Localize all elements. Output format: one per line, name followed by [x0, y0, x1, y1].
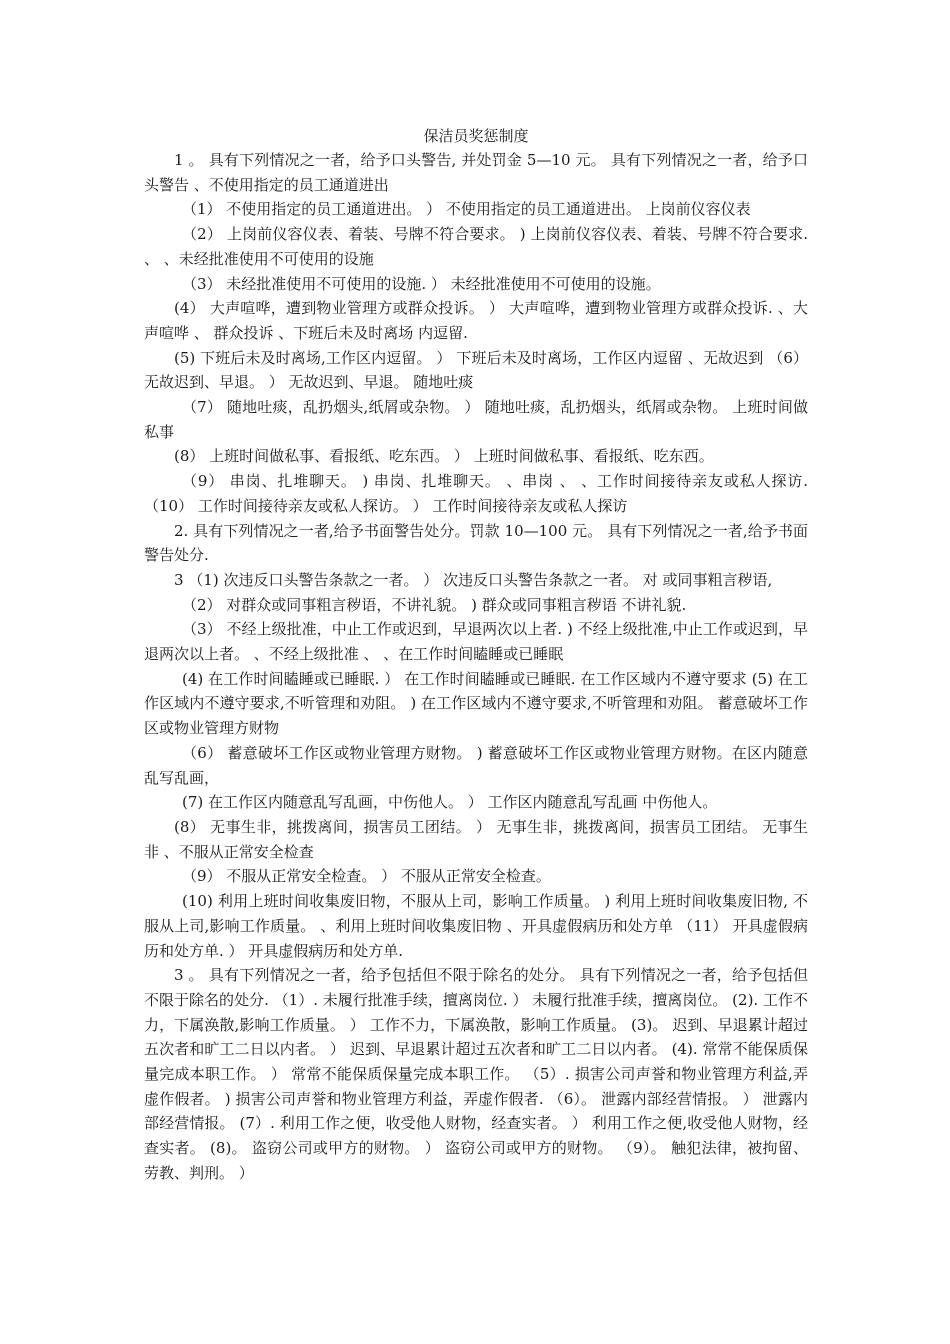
paragraph-13: （3） 不经上级批准，中止工作或迟到，早退两次以上者. ) 不经上级批准,中止工作或迟到，早退两次以上者。 、不经上级批准 、 、在工作时间瞌睡或已睡眠: [144, 620, 808, 664]
paragraph-1: 1 。 具有下列情况之一者，给予口头警告, 并处罚金 5—10 元。 具有下列情况之一者，给予口头警告 、不使用指定的员工通道进出: [144, 151, 808, 194]
paragraph-14: (4) 在工作时间瞌睡或已睡眠. ） 在工作时间瞌睡或已睡眠. 在工作区域内不遵守要求 (5) 在工作区域内不遵守要求,不听管理和劝阻。 ) 在工作区域内不遵守要求,不听管理和劝阻。 蓄意破坏工作区或物业管理方财物: [144, 669, 808, 738]
paragraph-6: (5) 下班后未及时离场,工作区内逗留。 ） 下班后未及时离场，工作区内逗留 、无故迟到 （6） 无故迟到、早退。 ） 无故迟到、早退。 随地吐痰: [144, 348, 808, 392]
paragraph-17: (8） 无事生非，挑拨离间，损害员工团结。 ） 无事生非，挑拨离间，损害员工团结。 无事生非 、不服从正常安全检查: [144, 817, 808, 861]
document-body: [144, 124, 808, 1186]
paragraph-3: （2） 上岗前仪容仪表、着装、号牌不符合要求。 ) 上岗前仪容仪表、着装、号牌不符合要求. 、 、未经批准使用不可使用的设施: [144, 225, 808, 268]
paragraph-9: （9） 串岗、扎堆聊天。 ) 串岗、扎堆聊天。 、串岗 、 、工作时间接待亲友或私人探访. （10） 工作时间接待亲友或私人探访。 ） 工作时间接待亲友或私人探访: [144, 472, 808, 515]
paragraph-19: (10) 利用上班时间收集废旧物，不服从上司，影响工作质量。 ) 利用上班时间收集废旧物, 不服从上司,影响工作质量。 、利用上班时间收集废旧物 、开具虚假病历和处方单 （11） 开具虚假病历和处方单. ） 开具虚假病历和处方单.: [144, 892, 808, 960]
paragraph-16: (7) 在工作区内随意乱写乱画，中伤他人。 ） 工作区内随意乱写乱画 中伤他人。: [182, 793, 718, 812]
paragraph-5: (4） 大声喧哗，遭到物业管理方或群众投诉。 ） 大声喧哗，遭到物业管理方或群众投诉. 、大声喧哗 、 群众投诉 、下班后未及时离场 内逗留.: [144, 299, 808, 342]
paragraph-11: 3 （1) 次违反口头警告条款之一者。 ） 次违反口头警告条款之一者。 对 或同事粗言秽语,: [174, 570, 773, 589]
paragraph-8: (8） 上班时间做私事、看报纸、吃东西。 ） 上班时间做私事、看报纸、吃东西。: [174, 447, 714, 466]
paragraph-4: （3） 未经批准使用不可使用的设施. ） 未经批准使用不可使用的设施。: [182, 274, 661, 293]
paragraph-15: （6） 蓄意破坏工作区或物业管理方财物。 ) 蓄意破坏工作区或物业管理方财物。在区内随意乱写乱画，: [144, 743, 808, 787]
paragraph-2: （1） 不使用指定的员工通道进出。 ） 不使用指定的员工通道进出。 上岗前仪容仪表: [182, 200, 751, 219]
document-title: 保洁员奖惩制度: [423, 127, 529, 145]
paragraph-10: 2. 具有下列情况之一者,给予书面警告处分。罚款 10—100 元。 具有下列情况之一者,给予书面警告处分.: [144, 521, 808, 565]
paragraph-20: 3 。 具有下列情况之一者，给予包括但不限于除名的处分。 具有下列情况之一者，给予包括但不限于除名的处分. （1）. 未履行批准手续，擅离岗位. ） 未履行批准手续，擅离岗位。 (2). 工作不力，下属涣散,影响工作质量。 ） 工作不力，下属涣散，影响工作质量。 (3)。 迟到、早退累计超过五次者和旷工二日以内者。 ） 迟到、早退累计超过五次者和旷工二日以内者。 (4). 常常不能保质保量完成本职工作。 ） 常常不能保质保量完成本职工作。 （5）. 损害公司声誉和物业管理方利益,弄虚作假者。 ) 损害公司声誉和物业管理方利益，弄虚作假者. （6）。 泄露内部经营情报。 ） 泄露内部经营情报。 (7）. 利用工作之便，收受他人财物，经查实者。 ） 利用工作之便,收受他人财物，经查实者。 (8)。 盗窃公司或甲方的财物。 ） 盗窃公司或甲方的财物。 （9）。 触犯法律，被拘留、劳教、判刑。 ）: [144, 966, 808, 1182]
paragraph-18: （9） 不服从正常安全检查。 ） 不服从正常安全检查。: [182, 867, 551, 886]
paragraph-12: （2） 对群众或同事粗言秽语，不讲礼貌。 ) 群众或同事粗言秽语 不讲礼貌.: [182, 595, 687, 614]
paragraph-7: （7） 随地吐痰，乱扔烟头,纸屑或杂物。 ） 随地吐痰，乱扔烟头，纸屑或杂物。 上班时间做私事: [144, 398, 808, 441]
